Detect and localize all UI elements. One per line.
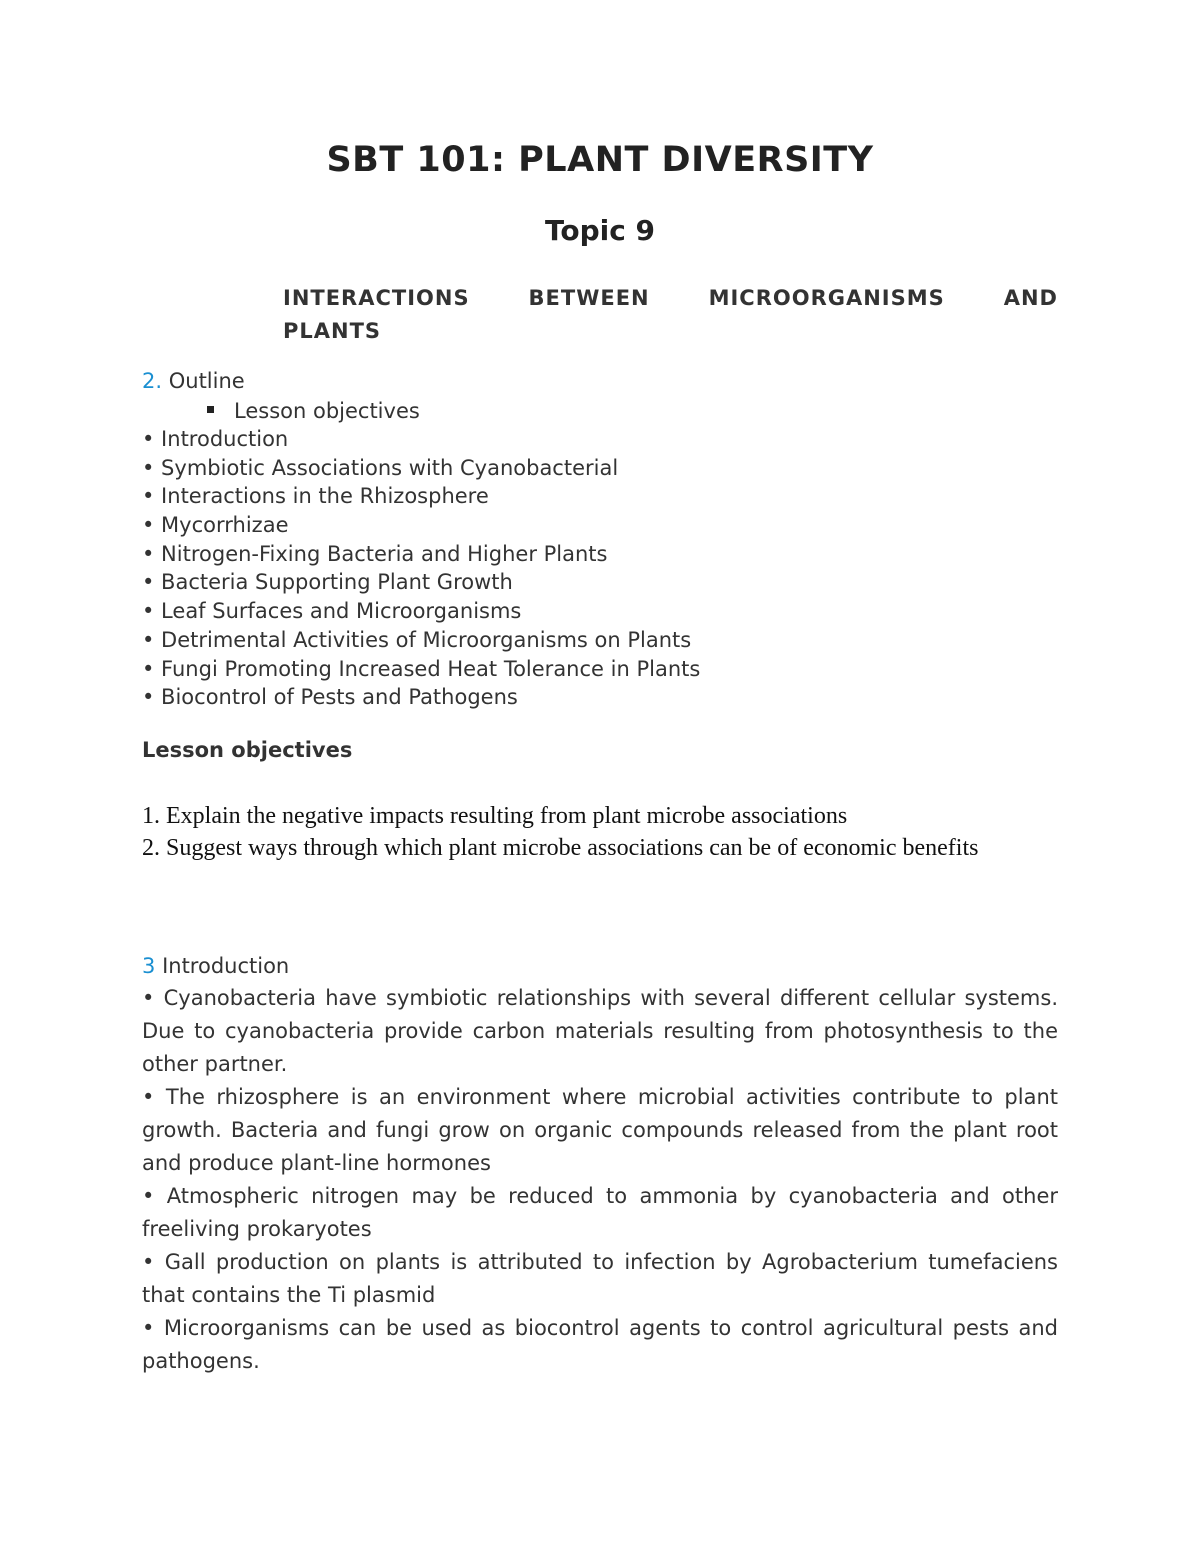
subtitle-word: MICROORGANISMS: [708, 286, 945, 310]
list-item: • Mycorrhizae: [142, 513, 289, 538]
lesson-objectives-heading: Lesson objectives: [142, 738, 353, 762]
list-item: • Bacteria Supporting Plant Growth: [142, 570, 513, 595]
outline-list: [142, 425, 700, 712]
topic-subtitle: [283, 282, 1058, 348]
list-item: • Gall production on plants is attributed to infection by Agrobacterium tumefaciens that contains the Ti plasmid: [142, 1250, 1058, 1307]
list-item: • Introduction: [142, 427, 289, 451]
list-item: • Leaf Surfaces and Microorganisms: [142, 599, 522, 624]
objective-item: 1. Explain the negative impacts resulting from plant microbe associations: [142, 803, 848, 829]
subtitle-word: BETWEEN: [528, 286, 650, 310]
section-number: 3: [142, 954, 156, 978]
outline-sub-item: [207, 396, 420, 426]
square-bullet-icon: [207, 406, 214, 413]
outline-heading: [142, 366, 245, 396]
document-title: SBT 101: PLANT DIVERSITY: [326, 140, 874, 180]
subtitle-word: INTERACTIONS: [283, 286, 470, 310]
list-item: • The rhizosphere is an environment where microbial activities contribute to plant growth. Bacteria and fungi grow on organic compounds released from the plant root and produce plant-line hormones: [142, 1085, 1058, 1175]
list-item: • Detrimental Activities of Microorganisms on Plants: [142, 627, 692, 652]
section-label: Outline: [168, 369, 245, 393]
outline-sub-item-label: Lesson objectives: [234, 399, 420, 423]
subtitle-line-2: PLANTS: [283, 319, 382, 343]
list-item: • Cyanobacteria have symbiotic relationships with several different cellular systems. Due to cyanobacteria provide carbon materials resulting from photosynthesis to the other partner.: [142, 986, 1058, 1076]
lesson-objectives-list: [142, 800, 1062, 864]
topic-heading: Topic 9: [544, 214, 656, 247]
objective-item: 2. Suggest ways through which plant microbe associations can be of economic benefits: [142, 835, 979, 861]
section-number: 2.: [142, 369, 163, 393]
list-item: • Biocontrol of Pests and Pathogens: [142, 685, 518, 710]
list-item: • Atmospheric nitrogen may be reduced to ammonia by cyanobacteria and other freeliving prokaryotes: [142, 1184, 1058, 1241]
section-label: Introduction: [162, 954, 290, 978]
list-item: • Interactions in the Rhizosphere: [142, 484, 489, 509]
subtitle-line-1: [283, 282, 1058, 315]
list-item: • Nitrogen-Fixing Bacteria and Higher Plants: [142, 541, 608, 566]
list-item: • Symbiotic Associations with Cyanobacterial: [142, 455, 619, 480]
introduction-heading: [142, 950, 289, 982]
list-item: • Fungi Promoting Increased Heat Tolerance in Plants: [142, 656, 701, 681]
introduction-list: [142, 982, 1058, 1378]
list-item: • Microorganisms can be used as biocontrol agents to control agricultural pests and pathogens.: [142, 1316, 1058, 1373]
subtitle-word: AND: [1003, 286, 1058, 310]
